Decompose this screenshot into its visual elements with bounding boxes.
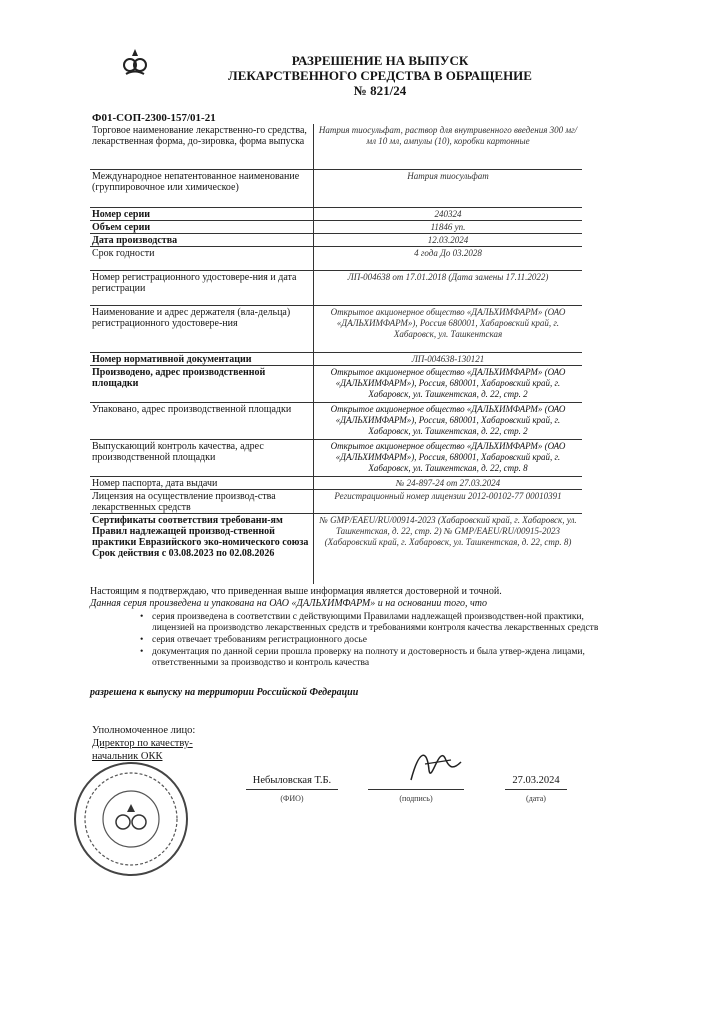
name-caption: (ФИО) xyxy=(280,794,304,803)
row-value: Открытое акционерное общество «ДАЛЬХИМФАРМ» (ОАО «ДАЛЬХИМФАРМ»), Россия, 680001, Хабаровский край, г. Хабаровск, ул. Ташкентская, д. 22, стр. 2 xyxy=(330,404,566,436)
row-value: Открытое акционерное общество «ДАЛЬХИМФАРМ» (ОАО «ДАЛЬХИМФАРМ»), Россия, 680001, Хабаровский край, г. Хабаровск, ул. Ташкентская, д. 22, стр. 2 xyxy=(330,367,566,399)
authorized-position: Директор по качеству- xyxy=(92,738,193,749)
authorized-person xyxy=(92,724,232,763)
row-value: Натрия тиосульфат, раствор для внутривенного введения 300 мг/мл 10 мл, ампулы (10), коробки картонные xyxy=(318,125,578,146)
sign-date: 27.03.2024 xyxy=(505,775,567,790)
declaration xyxy=(90,586,600,610)
row-label: Торговое наименование лекарственно-го средства, лекарственная форма, до-зировка, форма выпуска xyxy=(90,124,314,169)
row-value: № 24-897-24 от 27.03.2024 xyxy=(395,478,501,488)
row-label: Номер регистрационного удостовере-ния и дата регистрации xyxy=(90,271,314,305)
signature-line xyxy=(368,775,464,790)
table-row xyxy=(90,366,582,403)
signatory-name: Небыловская Т.Б. xyxy=(246,775,338,790)
row-label: Лицензия на осуществление производ-ства лекарственных средств xyxy=(90,490,314,513)
table-row xyxy=(90,514,582,584)
date-caption: (дата) xyxy=(526,794,546,803)
row-label: Сертификаты соответствия требовани-ям Правил надлежащей производ-ственной практики Евразийского эко-номического союза Срок действия с 03.08.2023 по 02.08.2026 xyxy=(90,514,314,584)
declaration-basis: Данная серия произведена и упакована на ОАО «ДАЛЬХИМФАРМ» и на основании того, что xyxy=(90,598,487,609)
table-row xyxy=(90,271,582,306)
table-row xyxy=(90,221,582,234)
row-label: Упаковано, адрес производственной площадки xyxy=(90,403,314,439)
row-label: Срок годности xyxy=(90,247,314,270)
declaration-intro: Настоящим я подтверждаю, что приведенная выше информация является достоверной и точной. xyxy=(90,586,502,597)
table-row xyxy=(90,403,582,440)
title-line-1: РАЗРЕШЕНИЕ НА ВЫПУСК xyxy=(291,53,469,68)
row-value: № GMP/EAEU/RU/00914-2023 (Хабаровский край, г. Хабаровск, ул. Ташкентская, д. 22, стр. 2) № GMP/EAEU/RU/00915-2023 (Хабаровский край, г. Хабаровск, ул. Ташкентская, д. 22, стр. 8) xyxy=(319,515,577,547)
row-label: Выпускающий контроль качества, адрес производственной площадки xyxy=(90,440,314,476)
table-row xyxy=(90,306,582,353)
release-details-table xyxy=(90,124,582,584)
list-item: • серия отвечает требованиям регистрационного досье xyxy=(140,635,600,646)
row-label: Международное непатентованное наименование (группировочное или химическое) xyxy=(90,170,314,207)
row-value: Регистрационный номер лицензии 2012-00102-77 00010391 xyxy=(334,491,562,501)
table-row xyxy=(90,247,582,271)
release-conclusion: разрешена к выпуску на территории Российской Федерации xyxy=(90,687,359,698)
permit-number: № 821/24 xyxy=(353,83,407,98)
row-label: Номер нормативной документации xyxy=(90,353,314,365)
table-row xyxy=(90,208,582,221)
table-row xyxy=(90,440,582,477)
table-row xyxy=(90,490,582,514)
authorized-department: начальник ОКК xyxy=(92,751,163,762)
row-label: Производено, адрес производственной площадки xyxy=(90,366,314,402)
document-title xyxy=(160,53,600,98)
row-value: 240324 xyxy=(434,209,462,219)
row-label: Дата производства xyxy=(90,234,314,246)
signature-caption: (подпись) xyxy=(399,794,433,803)
authorized-label: Уполномоченное лицо: xyxy=(92,725,196,736)
row-value: ЛП-004638 от 17.01.2018 (Дата замены 17.11.2022) xyxy=(347,272,549,282)
table-row xyxy=(90,170,582,208)
row-label: Номер паспорта, дата выдачи xyxy=(90,477,314,489)
row-value: Открытое акционерное общество «ДАЛЬХИМФАРМ» (ОАО «ДАЛЬХИМФАРМ»), Россия, 680001, Хабаровский край, г. Хабаровск, ул. Ташкентская, д. 22, стр. 8 xyxy=(330,441,566,473)
list-item: • серия произведена в соответствии с действующими Правилами надлежащей производствен-ной практики, лицензией на производство лекарственных средств и требованиями контроля качества лекарственных средств xyxy=(140,612,600,634)
row-value: Открытое акционерное общество «ДАЛЬХИМФАРМ» (ОАО «ДАЛЬХИМФАРМ»), Россия 680001, Хабаровский край, г. Хабаровск, ул. Ташкентская xyxy=(330,307,566,339)
row-value: Натрия тиосульфат xyxy=(407,171,489,181)
table-row xyxy=(90,234,582,247)
table-row xyxy=(90,353,582,366)
table-row xyxy=(90,477,582,490)
title-line-2: ЛЕКАРСТВЕННОГО СРЕДСТВА В ОБРАЩЕНИЕ xyxy=(228,68,532,83)
row-label: Наименование и адрес держателя (вла-дельца) регистрационного удостовере-ния xyxy=(90,306,314,352)
row-label: Объем серии xyxy=(90,221,314,233)
list-item: • документация по данной серии прошла проверку на полноту и достоверность и была утвер-ждена лицами, ответственными за производство и контроль качества xyxy=(140,647,600,669)
form-code: Ф01-СОП-2300-157/01-21 xyxy=(92,112,216,124)
company-logo-icon xyxy=(122,47,148,77)
declaration-conditions xyxy=(140,612,600,670)
row-value: 4 года До 03.2028 xyxy=(414,248,482,258)
company-seal-stamp xyxy=(72,760,190,878)
row-value: 12.03.2024 xyxy=(427,235,469,245)
row-value: 11846 уп. xyxy=(430,222,466,232)
table-row xyxy=(90,124,582,170)
row-label: Номер серии xyxy=(90,208,314,220)
row-value: ЛП-004638-130121 xyxy=(411,354,485,364)
